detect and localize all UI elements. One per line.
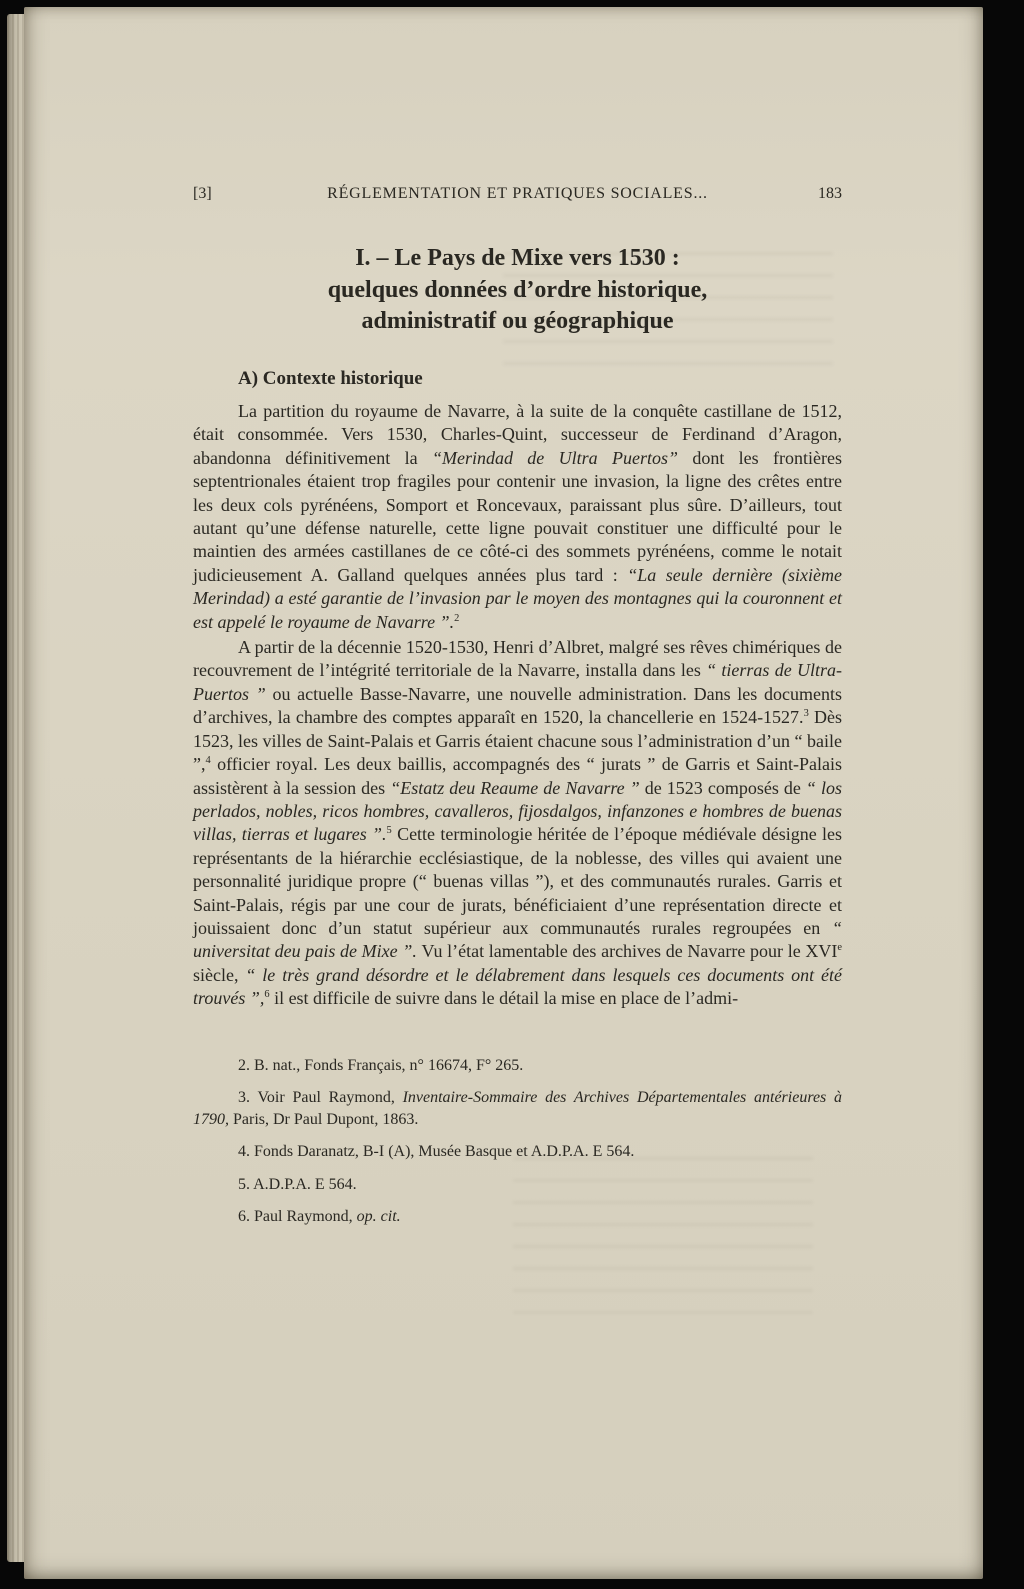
footnote-4: 4. Fonds Daranatz, B-I (A), Musée Basque et A.D.P.A. E 564. [238, 1143, 635, 1161]
page [24, 7, 983, 1579]
header-title: RÉGLEMENTATION ET PRATIQUES SOCIALES... [327, 185, 708, 202]
header-page-number: 183 [818, 185, 842, 202]
article-title [193, 243, 842, 338]
section-heading: A) Contexte historique [238, 368, 423, 390]
footnote-6: 6. Paul Raymond, op. cit. [238, 1208, 401, 1226]
body-text [193, 400, 842, 1011]
title-line-3: administratif ou géographique [361, 308, 674, 335]
title-line-1: I. – Le Pays de Mixe vers 1530 : [355, 245, 680, 271]
paragraph-1: La partition du royaume de Navarre, à la suite de la conquête castillane de 1512, était consommée. Vers 1530, Charles-Quint, successeur de Ferdinand d’Aragon, abandonna définitivement la “Merindad de Ultra Puertos” dont les frontières septentrionales étaient trop fragiles pour contenir une invasion, la ligne des crêtes entre les deux cols pyrénéens, Somport et Roncevaux, paraissant plus sûre. D’ailleurs, tout autant qu’une défense naturelle, cette ligne pouvait constituer une difficulté pour le maintien des armées castillanes de ce côté-ci des sommets pyrénéens, comme le notait judicieusement A. Galland quelques années plus tard : “La seule dernière (sixième Merindad) a esté garantie de l’invasion par le moyen des montagnes qui la couronnent et est appelé le royaume de Navarre ”.$^2$ [193, 401, 842, 632]
page-content [24, 7, 983, 1239]
header-bracket-number: [3] [193, 185, 212, 202]
footnote-2: 2. B. nat., Fonds Français, n° 16674, F° 265. [238, 1056, 524, 1074]
footnote-3: 3. Voir Paul Raymond, Inventaire-Sommaire des Archives Départementales antérieures à 1790, Paris, Dr Paul Dupont, 1863. [193, 1089, 843, 1128]
title-line-2: quelques données d’ordre historique, [327, 276, 708, 303]
paragraph-2: A partir de la décennie 1520-1530, Henri d’Albret, malgré ses rêves chimériques de recouvrement de l’intégrité territoriale de la Navarre, installa dans les “ tierras de Ultra-Puertos ” ou actuelle Basse-Navarre, une nouvelle administration. Dans les documents d’archives, la chambre des comptes apparaît en 1520, la chancellerie en 1524-1527.$^3$ Dès 1523, les villes de Saint-Palais et Garris étaient chacune sous l’administration d’un “ baile ”,$^4$ officier royal. Les deux baillis, accompagnés des “ jurats ” de Garris et Saint-Palais assistèrent à la session des “Estatz deu Reaume de Navarre ” de 1523 composés de “ los perlados, nobles, ricos hombres, cavalleros, fijosdalgos, infanzones e hombres de buenas villas, tierras et lugares ”.$^5$ Cette terminologie héritée de l’époque médiévale désigne les représentants de la hiérarchie ecclésiastique, de la noblesse, des villes qui avaient une personnalité juridique propre (“ buenas villas ”), et des communautés rurales. Garris et Saint-Palais, régis par une cour de jurats, bénéficiaient d’une représentation directe et jouissaient donc d’un statut supérieur aux communautés rurales regroupées en “ universitat deu pais de Mixe ”. Vu l’état lamentable des archives de Navarre pour le XVIe siècle, “ le très grand désordre et le délabrement dans lesquels ces documents ont été trouvés ”,$^6$ il est difficile de suivre dans le détail la mise en place de l’admi- [193, 637, 842, 1009]
footnote-5: 5. A.D.P.A. E 564. [238, 1175, 357, 1193]
footnotes [193, 1055, 842, 1228]
running-header [193, 185, 842, 203]
